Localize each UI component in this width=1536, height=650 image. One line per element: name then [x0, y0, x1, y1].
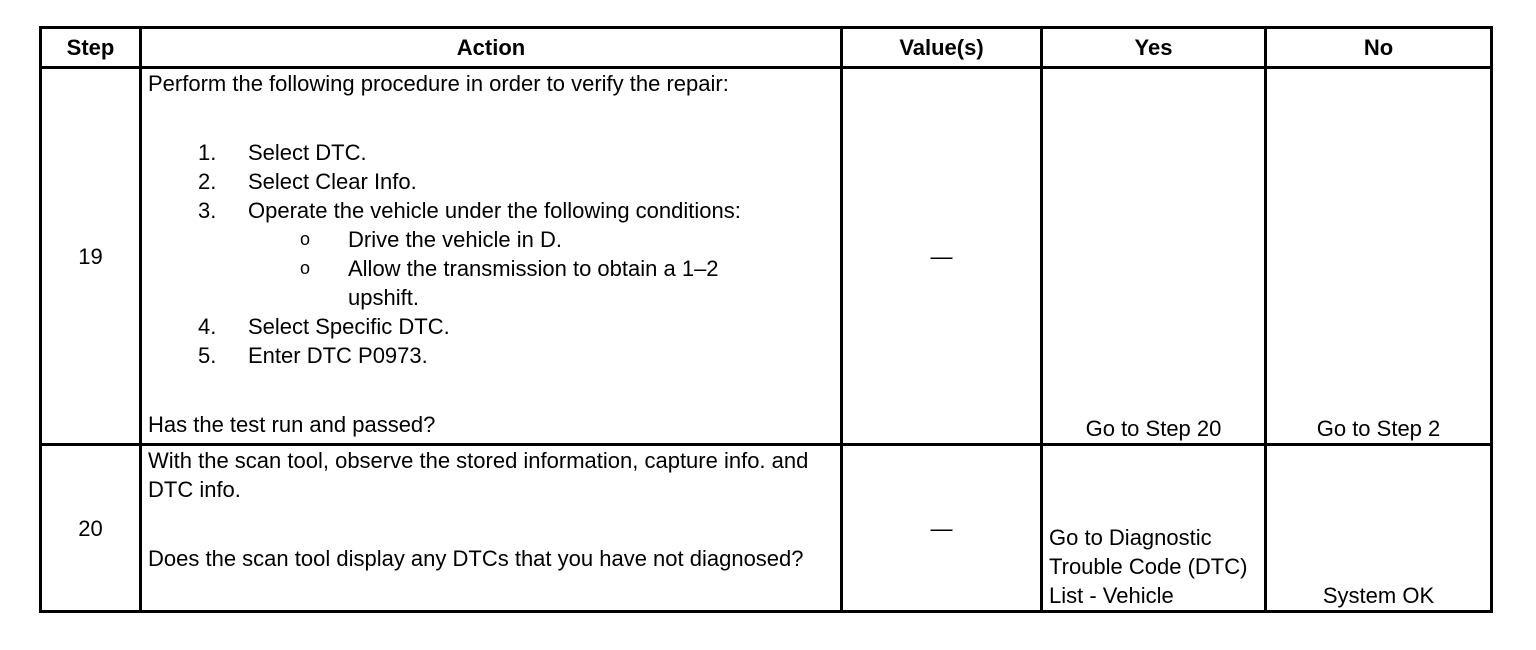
- header-row: [41, 28, 1492, 68]
- condition-item: [248, 254, 834, 312]
- header-step: Step: [41, 28, 141, 68]
- table-row-step-20: [41, 445, 1492, 612]
- action-question: Has the test run and passed?: [148, 412, 436, 437]
- procedure-item: [148, 138, 834, 167]
- procedure-item: [148, 312, 834, 341]
- condition-text: Drive the vehicle in D.: [348, 227, 562, 252]
- condition-text: Allow the transmission to obtain a 1–2 upshift.: [348, 256, 719, 310]
- bullet-icon: o: [300, 258, 311, 278]
- table-row-step-19: [41, 68, 1492, 445]
- procedure-item-text: Select DTC.: [248, 140, 367, 165]
- procedure-item: [148, 196, 834, 312]
- action-cell: [141, 68, 842, 445]
- procedure-item-number: 4.: [198, 314, 217, 339]
- procedure-item-number: 5.: [198, 343, 217, 368]
- procedure-list: [148, 138, 834, 370]
- step-number: 19: [41, 68, 141, 445]
- yes-cell: Go to Step 20: [1042, 68, 1266, 445]
- action-intro: With the scan tool, observe the stored information, capture info. and DTC info.: [148, 448, 809, 502]
- action-intro: Perform the following procedure in order to verify the repair:: [148, 71, 729, 96]
- action-question: Does the scan tool display any DTCs that you have not diagnosed?: [148, 546, 804, 571]
- procedure-item-text: Select Clear Info.: [248, 169, 417, 194]
- procedure-item: [148, 167, 834, 196]
- procedure-item-text: Operate the vehicle under the following conditions:: [248, 198, 741, 223]
- no-cell: System OK: [1266, 445, 1492, 612]
- header-no: No: [1266, 28, 1492, 68]
- value-cell: —: [842, 68, 1042, 445]
- value-cell: —: [842, 445, 1042, 612]
- yes-cell: Go to Diagnostic Trouble Code (DTC) List - Vehicle: [1042, 445, 1266, 612]
- condition-item: [248, 225, 834, 254]
- procedure-item: [148, 341, 834, 370]
- bullet-icon: o: [300, 229, 311, 249]
- step-number: 20: [41, 445, 141, 612]
- action-cell: [141, 445, 842, 612]
- header-action: Action: [141, 28, 842, 68]
- procedure-item-text: Enter DTC P0973.: [248, 343, 428, 368]
- procedure-item-text: Select Specific DTC.: [248, 314, 450, 339]
- header-values: Value(s): [842, 28, 1042, 68]
- condition-list: [248, 225, 834, 312]
- procedure-item-number: 3.: [198, 198, 217, 223]
- header-yes: Yes: [1042, 28, 1266, 68]
- diagnostic-table: [39, 26, 1493, 613]
- procedure-item-number: 1.: [198, 140, 217, 165]
- procedure-item-number: 2.: [198, 169, 217, 194]
- no-cell: Go to Step 2: [1266, 68, 1492, 445]
